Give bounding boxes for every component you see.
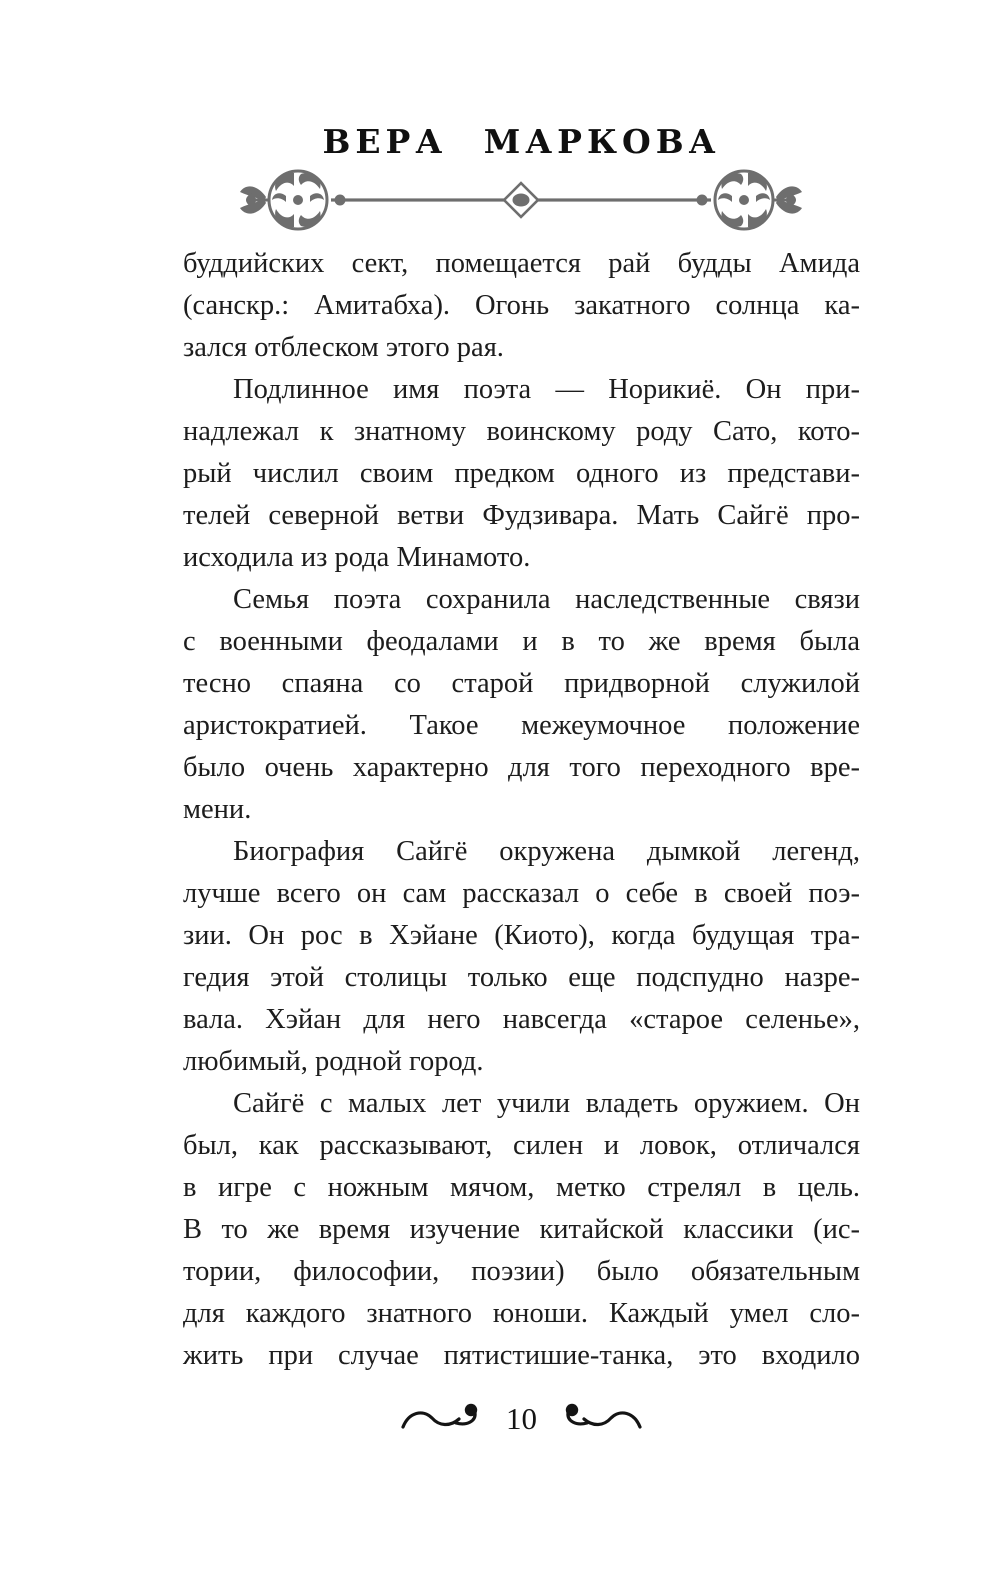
ornament-divider-icon [236, 160, 806, 240]
text-line: с военными феодалами и в то же время была [183, 626, 860, 657]
text-line: в игре с ножным мячом, метко стрелял в цель. [183, 1172, 860, 1203]
text-line: Биография Сайгё окружена дымкой легенд, [233, 836, 860, 867]
text-line: было очень характерно для того переходного вре- [183, 752, 860, 783]
text-line: любимый, родной город. [183, 1046, 484, 1077]
text-line: был, как рассказывают, силен и ловок, отличался [183, 1130, 860, 1161]
divider-medallion-right-icon [715, 171, 802, 229]
text-line: зии. Он рос в Хэйане (Киото), когда будущая тра- [183, 920, 860, 951]
running-header-author: ВЕРА МАРКОВА [322, 122, 721, 161]
text-line: Семья поэта сохранила наследственные связи [233, 584, 860, 615]
text-line: лучше всего он сам рассказал о себе в своей поэ- [183, 878, 860, 909]
text-line: телей северной ветви Фудзивара. Мать Сайгё про- [183, 500, 860, 531]
text-line: Сайгё с малых лет учили владеть оружием. Он [233, 1088, 860, 1119]
text-line: рый числил своим предком одного из представи- [183, 458, 860, 489]
text-line: исходила из рода Минамото. [183, 542, 531, 573]
text-line: мени. [183, 794, 252, 825]
text-line: зался отблеском этого рая. [183, 332, 504, 363]
text-line: Подлинное имя поэта — Норикиё. Он при- [233, 374, 860, 405]
footer-flourish-right-icon [555, 1398, 645, 1440]
divider-medallion-left-icon [240, 171, 327, 229]
text-line: тесно спаяна со старой придворной служилой [183, 668, 860, 699]
text-line: жить при случае пятистишие-танка, это входило [183, 1340, 860, 1371]
text-line: гедия этой столицы только еще подспудно назре- [183, 962, 860, 993]
divider-diamond-icon [504, 183, 538, 217]
text-line: для каждого знатного юноши. Каждый умел сло- [183, 1298, 860, 1329]
text-line: надлежал к знатному воинскому роду Сато, кото- [183, 416, 860, 447]
text-line: аристократией. Такое межеумочное положение [183, 710, 860, 741]
text-line: вала. Хэйан для него навсегда «старое селенье», [183, 1004, 860, 1035]
page-footer [183, 1398, 860, 1440]
body-text [183, 243, 860, 1377]
footer-flourish-left-icon [398, 1398, 488, 1440]
text-line: буддийских сект, помещается рай будды Амида [183, 248, 860, 279]
text-line: (санскр.: Амитабха). Огонь закатного солнца ка- [183, 290, 860, 321]
text-line: тории, философии, поэзии) было обязательным [183, 1256, 860, 1287]
page-number: 10 [506, 1401, 537, 1436]
text-line: В то же время изучение китайской классики (ис- [183, 1214, 860, 1245]
